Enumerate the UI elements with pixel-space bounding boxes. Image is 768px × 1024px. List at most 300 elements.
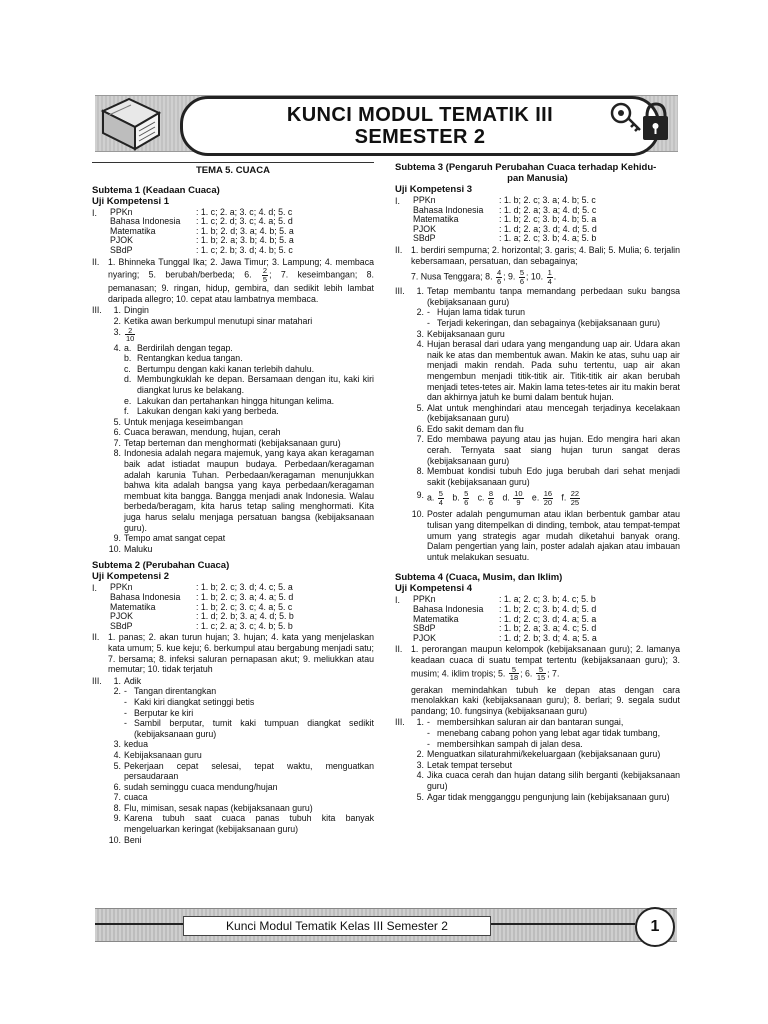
subtema-heading: Subtema 3 (Pengaruh Perubahan Cuaca terhadap Kehidu- [395, 162, 657, 173]
subject: SBdP [110, 244, 133, 255]
item-number: 2. [113, 686, 121, 697]
right-column [395, 162, 680, 802]
item-number: 2. [113, 315, 121, 326]
answers: : 1. c; 2. a; 3. c; 4. d; 5. c [196, 206, 293, 217]
sub-text: Tangan direntangkan [134, 686, 217, 697]
sub-item [427, 307, 680, 318]
item-number: 3. [416, 328, 424, 339]
list-item [108, 316, 374, 327]
item-number: 6. [113, 781, 121, 792]
answers: : 1. b; 2. d; 3. a; 4. b; 5. a [196, 225, 294, 236]
section-I [92, 208, 374, 256]
item-text: Kebijaksanaan guru [124, 749, 202, 760]
section-I [395, 196, 680, 244]
sub-text: Membungkuklah ke depan. Bersamaan dengan itu, kaki kiri diangkat lurus ke belakang. [137, 374, 374, 395]
numerator: 5 [519, 268, 524, 278]
sub-item [124, 364, 374, 375]
sub-item [124, 406, 374, 417]
sub-text: menebang cabang pohon yang lebat agar tidak tumbang, [437, 727, 661, 738]
list-item [411, 403, 680, 424]
item-number: 1. [113, 675, 121, 686]
section-II [92, 632, 374, 674]
item-number: 6. [113, 427, 121, 438]
item-number: 8. [416, 466, 424, 477]
item-number: 3. [113, 326, 121, 337]
item-text: Adik [124, 675, 142, 686]
item-text: Tempo amat sangat cepat [124, 533, 226, 544]
sub-letter: d. [124, 374, 132, 385]
text: 1. perorangan maupun kelompok (kebijaksanaan guru); 2. lamanya keadaan cuaca di suatu tempat tertentu (kebijaksanaan guru); 3. musim; 4. iklim tropis; 5. [411, 644, 680, 678]
subject: Matematika [110, 601, 156, 612]
answer-paragraph: 1. panas; 2. akan turun hujan; 3. hujan; 4. kata yang menjelaskan kata umum; 5. kue keju; 6. berkumpul atau bergabung menjadi satu; 7. bersama; 8. infeksi saluran pernapasan akut; 9. meliukkan atau memutar; 10. tidak terjatuh [108, 632, 374, 675]
denominator: 9 [516, 497, 521, 507]
answer-row [413, 634, 597, 644]
list-item [108, 343, 374, 417]
section-III [92, 305, 374, 554]
list-item [411, 717, 680, 749]
answers: : 1. a; 2. c; 3. b; 4. c; 5. b [499, 594, 596, 605]
list-item [108, 739, 374, 750]
denominator: 6 [519, 276, 524, 286]
dash: - [124, 696, 127, 707]
item-number: 4. [416, 770, 424, 781]
subject: Matematika [110, 225, 156, 236]
subject: PJOK [110, 611, 133, 622]
text: 1. Bhinneka Tunggal Ika; 2. Jawa Timur; 3. Lampung; 4. membaca nyaring; 5. berubah/berbeda; 6. [108, 256, 374, 280]
answer-list [108, 676, 374, 846]
item-text: Edo membawa payung atau jas hujan. Edo mengira hari akan cerah. Ternyata saat siang hujan turun sangat deras (kebijaksanaan guru) [427, 434, 680, 466]
sub-text: Bertumpu dengan kaki kanan terlebih dahulu. [137, 363, 315, 374]
answers: : 1. b; 2. c; 3. b; 4. d; 5. d [499, 604, 597, 614]
sub-text: Hujan lama tidak turun [437, 307, 526, 318]
dash: - [427, 727, 430, 738]
sub-list [124, 343, 374, 417]
subject: PPKn [413, 195, 436, 205]
item-text: Hujan berasal dari udara yang mengandung uap air. Udara akan naik ke atas dan membentuk awan. Makin ke atas, suhu uap air menjadi makin rendah. Pada suhu tertentu, uap air akan mengembun menjadi titik-titik air. Titik-titik air akan berubah menjadi tetes-tetes air. Makin lama tetes-tetes air itu makin berat dan akhirnya jatuh ke bumi dalam bentuk hujan. [427, 339, 680, 403]
subtema-heading: Subtema 4 (Cuaca, Musim, dan Iklim) [395, 572, 563, 584]
dash: - [124, 718, 127, 729]
roman-numeral: I. [395, 595, 400, 606]
denominator: 4 [547, 276, 552, 286]
answer-table [110, 208, 294, 256]
roman-numeral: I. [395, 196, 400, 206]
roman-numeral: II. [92, 256, 100, 267]
fraction-line [411, 269, 680, 285]
spacer [395, 562, 680, 572]
subject: Bahasa Indonesia [413, 204, 484, 215]
item-number: 9. [416, 490, 424, 501]
answers: : 1. b; 2. c; 3. a; 4. a; 5. d [196, 592, 294, 602]
list-item [108, 686, 374, 739]
sub-text: Rentangkan kedua tangan. [137, 353, 243, 364]
sub-item [124, 343, 374, 354]
item-text [124, 327, 374, 343]
answers: : 1. c; 2. a; 3. c; 4. b; 5. b [196, 620, 293, 631]
denominator: 6 [496, 276, 502, 286]
numerator: 5 [464, 489, 469, 499]
dash: - [124, 686, 127, 697]
numerator: 22 [570, 489, 580, 499]
sub-list [427, 307, 680, 328]
sub-item [124, 686, 374, 697]
dash: - [124, 707, 127, 718]
roman-numeral: II. [92, 632, 100, 643]
item-number: 8. [113, 802, 121, 813]
uji-heading: Uji Kompetensi 3 [395, 184, 473, 195]
fraction [496, 269, 502, 285]
dash: - [427, 317, 430, 328]
fraction [463, 490, 469, 506]
text: . [553, 271, 557, 282]
item-number: 1. [416, 717, 424, 728]
fraction [547, 269, 553, 285]
fraction [513, 490, 523, 506]
answers: : 1. b; 2. c; 3. b; 4. b; 5. a [499, 214, 597, 225]
sub-list [124, 686, 374, 739]
section-III [92, 676, 374, 846]
numerator: 1 [547, 268, 552, 278]
item-number: 5. [113, 760, 121, 771]
dash: - [427, 307, 430, 318]
subject: PPKn [413, 594, 436, 605]
item-number: 3. [416, 759, 424, 770]
item-number: 2. [416, 307, 424, 318]
item-text: Jika cuaca cerah dan hujan datang silih berganti (kebijaksanaan guru) [427, 770, 680, 791]
item-text: Cuaca berawan, mendung, hujan, cerah [124, 427, 281, 438]
subject: SBdP [413, 233, 436, 244]
dash: - [427, 717, 430, 728]
item-text: Ketika awan berkumpul menutupi sinar matahari [124, 315, 313, 326]
sub-item [427, 318, 680, 329]
item-text: cuaca [124, 792, 148, 803]
denominator: 6 [488, 497, 494, 507]
list-item [108, 417, 374, 428]
tema-heading: TEMA 5. CUACA [195, 165, 271, 176]
item-text: Kebijaksanaan guru [427, 328, 505, 339]
roman-numeral: II. [395, 644, 403, 655]
item-text: Flu, mimisan, sesak napas (kebijaksanaan guru) [124, 802, 313, 813]
answers: : 1. b; 2. c; 3. a; 4. b; 5. c [499, 195, 596, 205]
sub-text: membersihkan saluran air dan bantaran sungai, [437, 717, 624, 728]
item-number: 3. [113, 739, 121, 750]
list-item [411, 307, 680, 328]
list-item [108, 761, 374, 782]
fraction [438, 490, 444, 506]
item-number: 7. [113, 437, 121, 448]
uji-heading: Uji Kompetensi 4 [395, 583, 473, 595]
section-II [395, 644, 680, 716]
item-number: 4. [113, 342, 121, 353]
item-text: Beni [124, 834, 142, 845]
subject: PPKn [110, 206, 133, 217]
item-number: 4. [113, 749, 121, 760]
text: 7. Nusa Tenggara; 8. [411, 271, 493, 282]
answer-table [110, 583, 294, 631]
book-icon [95, 93, 165, 155]
item-number: 10. [108, 543, 121, 554]
item-text: Karena tubuh saat cuaca panas tubuh kita banyak mengeluarkan keringat (kebijaksanaan guru) [124, 813, 374, 835]
answers: : 1. c; 2. d; 3. c; 4. a; 5. d [196, 216, 293, 227]
text: ; 9. [503, 271, 516, 282]
denominator: 18 [509, 673, 519, 683]
answers: : 1. c; 2. b; 3. d; 4. b; 5. c [196, 244, 293, 255]
roman-numeral: III. [395, 286, 405, 297]
subject: PJOK [413, 632, 436, 643]
footer-title: Kunci Modul Tematik Kelas III Semester 2 [183, 916, 491, 936]
item-text: Dingin [124, 305, 149, 316]
numerator: 10 [514, 489, 523, 499]
item-number: 2. [416, 749, 424, 760]
sub-letter: e. [124, 395, 132, 406]
sub-letter: f. [124, 406, 129, 417]
item-text: sudah seminggu cuaca mendung/hujan [124, 781, 278, 792]
item-text: Tetap berteman dan menghormati (kebijaksanaan guru) [124, 437, 341, 448]
item-number: 4. [416, 339, 424, 350]
numerator: 8 [488, 489, 494, 499]
text: 1. berdiri sempurna; 2. horizontal; 3. garis; 4. Bali; 5. Mulia; 6. terjalin kebersamaan, persatuan, dan sebagainya; [411, 244, 680, 266]
answers: : 1. d; 2. a; 3. d; 4. d; 5. d [499, 223, 597, 234]
fraction [570, 490, 580, 506]
answers: : 1. a; 2. c; 3. b; 4. a; 5. b [499, 233, 597, 244]
numerator: 5 [536, 666, 546, 675]
text: ; 7. keseimbangan; 8. pemanasan; 9. ringan, hidup, gembira, dan sedikit lebih lambat daripada allegro; 10. cepat atau lambatnya membaca. [108, 269, 374, 304]
list-item [108, 544, 374, 555]
answer-list [108, 305, 374, 554]
list-item [108, 533, 374, 544]
sub-item [124, 718, 374, 739]
fraction [509, 666, 519, 682]
fraction [125, 327, 135, 343]
denominator: 20 [543, 497, 553, 507]
list-item [411, 760, 680, 771]
roman-numeral: II. [395, 244, 403, 255]
list-item [108, 813, 374, 834]
item-number: 8. [113, 448, 121, 459]
roman-numeral: I. [92, 207, 97, 218]
title-banner [180, 96, 660, 156]
sub-text: Lakukan dengan kaki yang berbeda. [137, 406, 279, 417]
subject: PJOK [413, 223, 436, 234]
letter: e. [531, 492, 540, 503]
item-text: Agar tidak mengganggu pengunjung lain (kebijaksanaan guru) [427, 791, 670, 802]
answers: : 1. b; 2. a; 3. b; 4. b; 5. a [196, 235, 294, 246]
answer-table [413, 595, 597, 643]
numerator: 2 [125, 327, 135, 336]
sub-item [124, 374, 374, 395]
item-text: Letak tempat tersebut [427, 759, 513, 770]
subject: PJOK [110, 235, 133, 246]
text: gerakan memindahkan tubuh ke depan atas dengan cara menolakkan kaki (kebijaksanaan guru); 8. berlari; 9. segala sudut pandang; 10. fungsinya (kebijaksanaan guru) [411, 684, 680, 716]
section-I [92, 583, 374, 631]
numerator: 5 [438, 489, 443, 499]
answer-row [110, 246, 294, 256]
item-number: 7. [113, 792, 121, 803]
numerator: 2 [262, 266, 268, 276]
subject: Bahasa Indonesia [413, 604, 484, 614]
answers: : 1. b; 2. a; 3. a; 4. c; 5. d [499, 623, 597, 634]
answer-paragraph [108, 257, 374, 305]
subject: Matematika [413, 613, 459, 624]
section-III [395, 286, 680, 562]
roman-numeral: III. [92, 675, 102, 686]
section-II [395, 245, 680, 285]
left-column [92, 162, 374, 845]
sub-item [427, 717, 680, 728]
item-number: 5. [113, 416, 121, 427]
fraction [262, 267, 268, 283]
dash: - [427, 738, 430, 749]
item-text: Edo sakit demam dan flu [427, 423, 524, 434]
list-item [108, 327, 374, 343]
item-number: 10. [411, 509, 424, 520]
divider [92, 162, 374, 163]
roman-numeral: III. [92, 305, 102, 316]
list-item [108, 782, 374, 793]
subject: Bahasa Indonesia [110, 592, 181, 602]
section-I [395, 595, 680, 643]
fraction [488, 490, 494, 506]
list-item [108, 305, 374, 316]
fraction [519, 269, 525, 285]
sub-letter: c. [124, 363, 131, 374]
letter: d. [502, 492, 510, 503]
list-item [411, 286, 680, 307]
item-number: 1. [113, 305, 121, 316]
list-item [108, 750, 374, 761]
letter: c. [477, 492, 485, 503]
list-item [411, 339, 680, 403]
uji-heading: Uji Kompetensi 1 [92, 195, 170, 207]
list-item [411, 424, 680, 435]
item-text: Tetap membantu tanpa memandang perbedaan suku bangsa (kebijaksanaan guru) [427, 286, 680, 307]
sub-letter: a. [124, 342, 132, 353]
denominator: 6 [464, 497, 469, 507]
sub-item [124, 697, 374, 708]
answer-paragraph [411, 644, 680, 716]
section-III [395, 717, 680, 802]
item-text: Pekerjaan cepat selesai, tepat waktu, menguatkan persaudaraan [124, 760, 374, 782]
item-number: 6. [416, 423, 424, 434]
answers: : 1. b; 2. c; 3. c; 4. a; 5. c [196, 601, 293, 612]
answer-list [411, 717, 680, 802]
sub-item [427, 739, 680, 750]
item-number: 9. [113, 813, 121, 824]
list-item [108, 792, 374, 803]
fraction-answers [427, 490, 680, 506]
sub-text: Kaki kiri diangkat setinggi betis [134, 696, 255, 707]
roman-numeral: III. [395, 717, 405, 728]
item-text: Alat untuk menghindari atau mencegah terjadinya kecelakaan (kebijaksanaan guru) [427, 402, 680, 424]
list-item [108, 676, 374, 687]
denominator: 25 [570, 497, 580, 507]
list-item [108, 427, 374, 438]
letter: a. [427, 492, 435, 503]
page-title-line1: KUNCI MODUL TEMATIK III [286, 104, 554, 126]
list-item [411, 434, 680, 466]
answer-paragraph [411, 245, 680, 285]
text: ; 10. [526, 271, 544, 282]
uji-heading: Uji Kompetensi 2 [92, 571, 170, 583]
denominator: 10 [126, 334, 135, 344]
list-item [108, 438, 374, 449]
list-item [411, 792, 680, 803]
sub-text: Terjadi kekeringan, dan sebagainya (kebijaksanaan guru) [437, 317, 660, 328]
roman-numeral: I. [92, 583, 97, 594]
sub-item [124, 353, 374, 364]
sub-text: Lakukan dan pertahankan hingga hitungan kelima. [137, 395, 335, 406]
item-text: Poster adalah pengumuman atau iklan berbentuk gambar atau tulisan yang ditempelkan di dinding, tembok, atau tempat-tempat umum yang strategis agar mudah diketahui banyak orang. Dalam pengertian yang lain, poster adalah ajakan atau imbauan untuk melakukan sesuatu. [427, 509, 680, 562]
sub-letter: b. [124, 353, 132, 364]
list-item [108, 835, 374, 846]
subtema-heading: Subtema 1 (Keadaan Cuaca) [92, 184, 220, 196]
denominator: 5 [262, 274, 268, 284]
answers: : 1. d; 2. c; 3. d; 4. a; 5. a [499, 613, 597, 624]
page-title-line2: SEMESTER 2 [354, 126, 486, 148]
item-text: Indonesia adalah negara majemuk, yang kaya akan keragaman baik adat istiadat maupun budaya. Perbedaan/keragaman adalah karunia Tuhan. Perbedaan/keragaman menunjukkan bahwa kita adalah bangsa yang kaya perbedaan/keragaman membuat kita bangga. Bangga menjadi anak Indonesia. Walau berbeda/beragam, kita harus tetap saling menghormati. Kita juga harus selalu menjaga persatuan bangsa (kebijaksanaan guru). [124, 448, 374, 533]
answers: : 1. d; 2. b; 3. a; 4. d; 5. b [196, 611, 294, 622]
section-II [92, 257, 374, 305]
list-item [411, 329, 680, 340]
item-text: Membuat kondisi tubuh Edo juga berubah dari sehat menjadi sakit (kebijaksanaan guru) [427, 466, 680, 487]
list-item [411, 509, 680, 562]
fraction [536, 666, 546, 682]
list-item [411, 466, 680, 487]
item-text: Untuk menjaga keseimbangan [124, 416, 243, 427]
letter: f. [561, 492, 567, 503]
sub-item [124, 708, 374, 719]
item-text: Maluku [124, 543, 153, 554]
list-item [108, 803, 374, 814]
item-number: 5. [416, 791, 424, 802]
numerator: 4 [496, 268, 502, 278]
subject: Matematika [413, 214, 459, 225]
item-text: Menguatkan silaturahmi/kekeluargaan (kebijaksanaan guru) [427, 749, 661, 760]
sub-item [124, 396, 374, 407]
item-text: kedua [124, 739, 148, 750]
list-item [411, 490, 680, 506]
sub-text: Berdirilah dengan tegap. [137, 342, 233, 353]
answers: : 1. d; 2. a; 3. a; 4. d; 5. c [499, 204, 597, 215]
fraction [543, 490, 553, 506]
sub-text: Berputar ke kiri [134, 707, 194, 718]
item-number: 5. [416, 402, 424, 413]
answer-table [413, 196, 597, 244]
denominator: 4 [438, 497, 443, 507]
answer-row [413, 234, 597, 244]
answer-row [110, 622, 294, 632]
answers: : 1. b; 2. c; 3. d; 4. c; 5. a [196, 582, 293, 593]
sub-text: membersihkan sampah di jalan desa. [437, 738, 583, 749]
numerator: 16 [543, 489, 553, 499]
letter: b. [452, 492, 460, 503]
subject: SBdP [413, 623, 436, 634]
denominator: 15 [536, 673, 546, 683]
answers: : 1. d; 2. b; 3. d; 4. a; 5. a [499, 632, 597, 643]
list-item [411, 770, 680, 791]
numerator: 5 [509, 666, 519, 675]
list-item [411, 749, 680, 760]
text: ; 7. [547, 667, 560, 678]
item-number: 10. [108, 834, 121, 845]
item-number: 9. [113, 533, 121, 544]
item-number: 1. [416, 286, 424, 297]
subtema-heading: Subtema 2 (Perubahan Cuaca) [92, 560, 230, 572]
text: ; 6. [520, 667, 533, 678]
sub-item [427, 728, 680, 739]
subtema-heading-cont: pan Manusia) [507, 173, 568, 184]
key-lock-icon [607, 98, 669, 144]
sub-list [427, 717, 680, 749]
